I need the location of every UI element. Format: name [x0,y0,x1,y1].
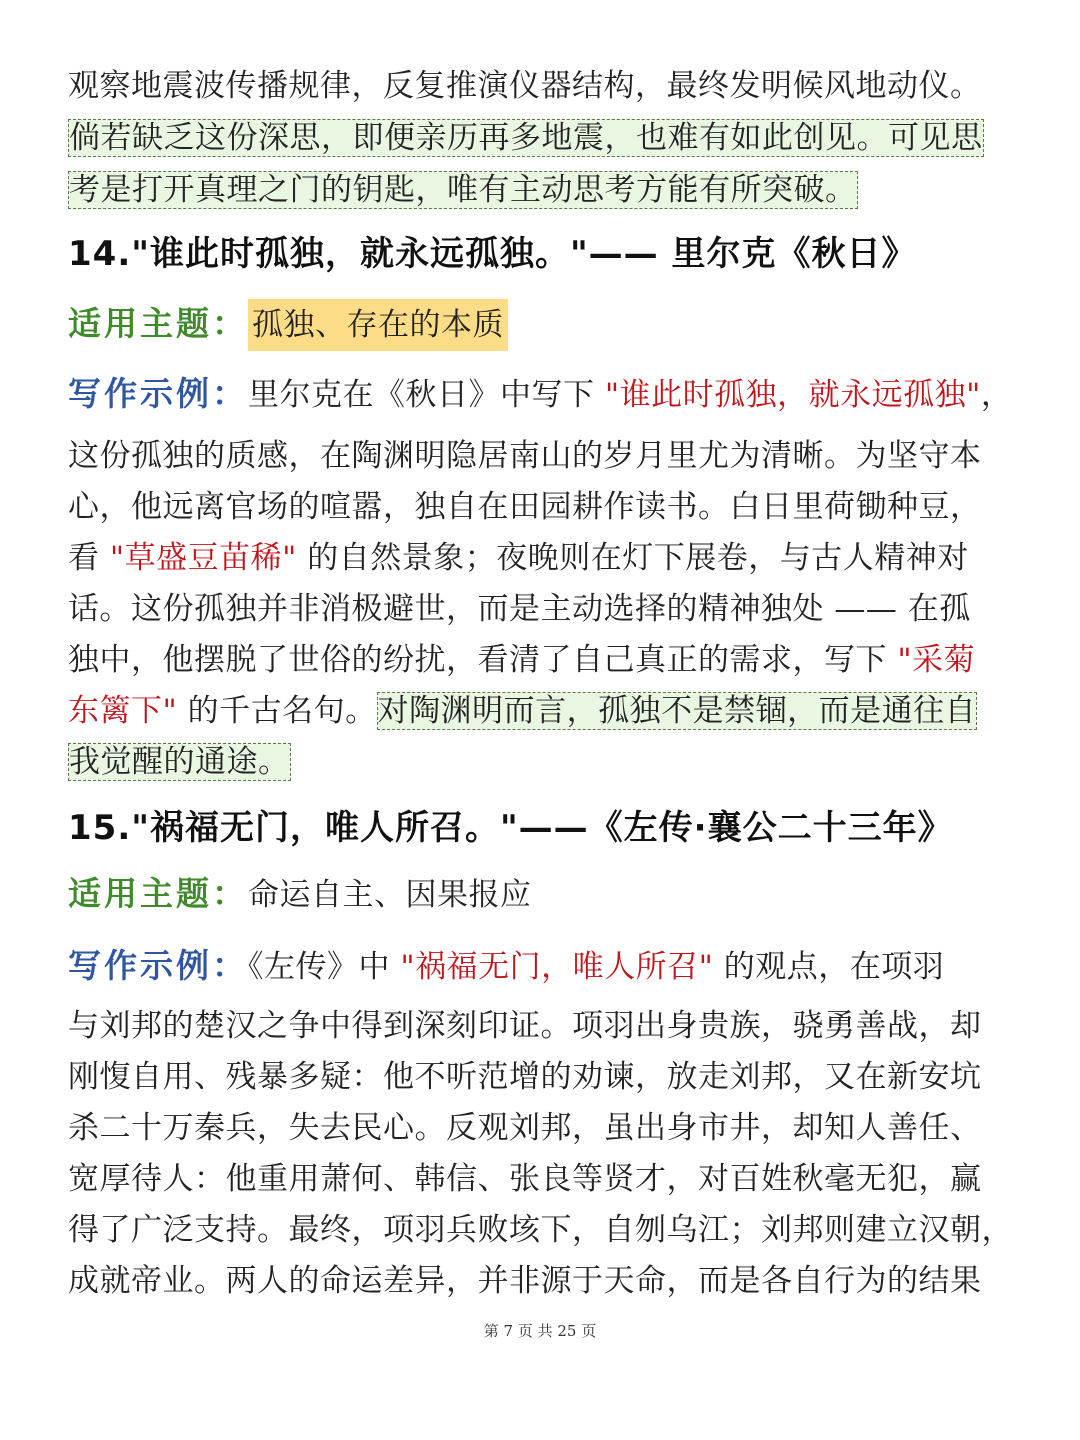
paragraph-line: 心，他远离官场的喧嚣，独自在田园耕作读书。白日里荷锄种豆， [68,489,982,525]
paragraph-line [68,532,969,584]
quote-text: "草盛豆苗稀" [109,540,297,576]
highlight-note: 考是打开真理之门的钥匙，唯有主动思考方能有所突破。 [69,172,857,208]
paragraph-text: 的自然景象；夜晚则在灯下展卷，与古人精神对 [296,540,969,576]
highlight-note-line [68,164,858,216]
paragraph-text: 的千古名句。 [177,693,377,729]
section-heading-14: 14."谁此时孤独，就永远孤独。"—— 里尔克《秋日》 [68,234,917,274]
example-text: 里尔克在《秋日》中写下 [248,377,605,413]
highlight-note-line [68,736,291,788]
paragraph-line [68,685,977,737]
paragraph-text: 独中，他摆脱了世俗的纷扰，看清了自己真正的需求，写下 [68,642,898,678]
quote-text: 东篱下" [68,693,178,729]
example-label: 写作示例： [68,374,248,413]
highlight-note-line [68,112,984,164]
paragraph-line: 成就帝业。两人的命运差异，并非源于天命，而是各自行为的结果 [68,1263,982,1299]
highlight-note: 我觉醒的通途。 [69,744,290,780]
example-line [68,368,1012,421]
paragraph-line [68,634,975,686]
paragraph-line: 得了广泛支持。最终，项羽兵败垓下，自刎乌江；刘邦则建立汉朝， [68,1212,1013,1248]
theme-row [68,868,532,921]
paragraph-line: 话。这份孤独并非消极避世，而是主动选择的精神独处 —— 在孤 [68,591,971,627]
theme-row [68,298,508,351]
example-text: 《左传》中 [248,949,401,985]
quote-text: "谁此时孤独，就永远孤独" [604,377,981,413]
paragraph-line: 宽厚待人：他重用萧何、韩信、张良等贤才，对百姓秋毫无犯，赢 [68,1161,982,1197]
page-footer: 第 7 页 共 25 页 [483,1322,597,1340]
highlight-note: 倘若缺乏这份深思，即便亲历再多地震，也难有如此创见。可见思 [69,120,983,156]
highlight-note: 对陶渊明而言，孤独不是禁锢，而是通往自 [377,693,977,729]
example-text: 的观点，在项羽 [713,949,945,985]
section-heading-15: 15."祸福无门，唯人所召。"——《左传·襄公二十三年》 [68,808,953,848]
example-label: 写作示例： [68,946,248,985]
theme-value: 孤独、存在的本质 [248,299,508,351]
paragraph-text: 看 [68,540,110,576]
quote-text: "采菊 [897,642,976,678]
quote-text: "祸福无门，唯人所召" [400,949,714,985]
example-line [68,940,944,993]
example-text: ， [980,377,1013,413]
paragraph-line: 与刘邦的楚汉之争中得到深刻印证。项羽出身贵族，骁勇善战，却 [68,1008,982,1044]
paragraph-line: 刚愎自用、残暴多疑：他不听范增的劝谏，放走刘邦，又在新安坑 [68,1059,982,1095]
paragraph-line: 杀二十万秦兵，失去民心。反观刘邦，虽出身市井，却知人善任、 [68,1110,982,1146]
theme-label: 适用主题： [68,874,248,913]
theme-value: 命运自主、因果报应 [248,877,532,913]
paragraph-line: 观察地震波传播规律，反复推演仪器结构，最终发明候风地动仪。 [68,68,982,104]
theme-label: 适用主题： [68,304,248,343]
paragraph-line: 这份孤独的质感，在陶渊明隐居南山的岁月里尤为清晰。为坚守本 [68,438,982,474]
